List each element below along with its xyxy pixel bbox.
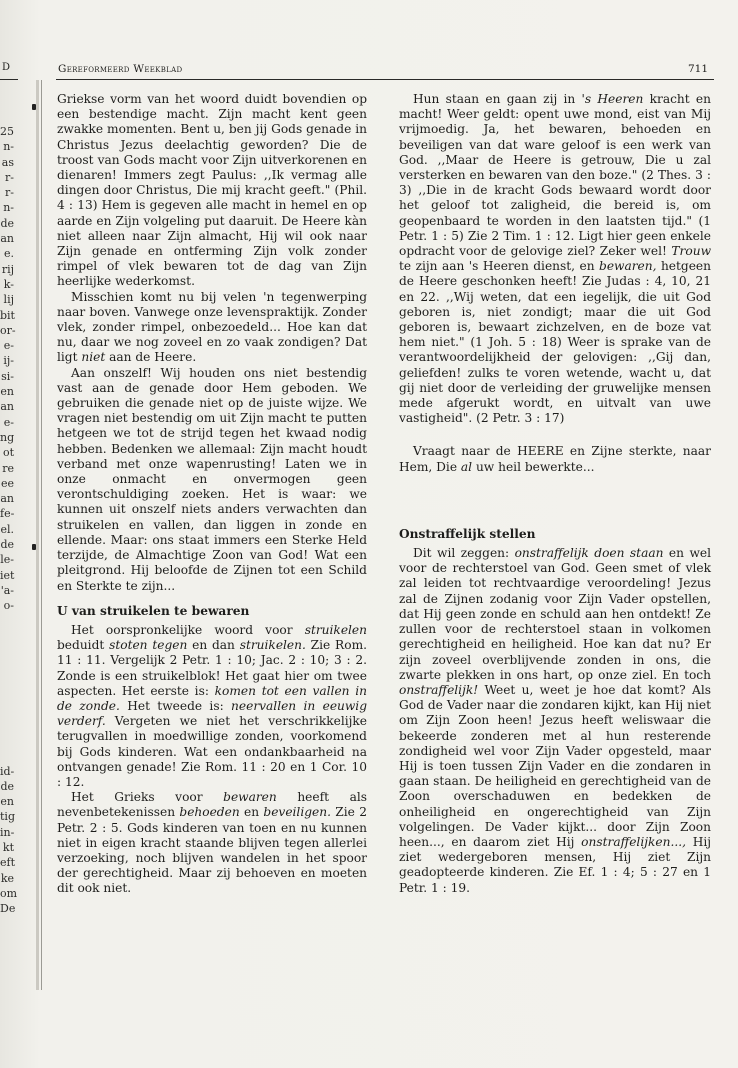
previous-page-fragment: o- [3, 599, 14, 613]
previous-page-fragment: de [0, 538, 14, 552]
paragraph: Vraagt naar de HEERE en Zijne sterkte, naar Hem, Die al uw heil bewerkte... [399, 444, 711, 474]
previous-page-fragment: rij [1, 262, 14, 276]
previous-page-fragment: k- [3, 277, 14, 291]
column-left [57, 92, 367, 897]
previous-page-column-fragment [0, 84, 18, 989]
header-rule [56, 79, 714, 80]
paragraph: Griekse vorm van het woord duidt bovendien op een bestendige macht. Zijn macht kent geen zwakke momenten. Bent u, ben jij Gods genade in Christus Jezus deelachtig geworden? Die de troost van Gods macht voor Zijn uitverkorenen en dienaren! Immers zegt Paulus: ,,Ik vermag alle dingen door Christus, Die mij kracht geeft." (Phil. 4 : 13) Hem is gegeven alle macht in hemel en op aarde en Zijn volgeling put daaruit. De Heere kàn niet alleen naar Zijn almacht, Hij wil ook naar Zijn genade en ontferming Zijn volk zonder rimpel of vlek bewaren tot de dag van Zijn heerlijke wederkomst. [57, 92, 367, 289]
column-right [399, 92, 711, 896]
publication-title: Gereformeerd Weekblad [58, 63, 183, 75]
margin-mark [32, 104, 36, 110]
previous-page-rule [0, 79, 18, 80]
previous-page-fragment: ot [2, 446, 14, 460]
section-heading: U van struikelen te bewaren [57, 603, 250, 618]
previous-page-fragment: lij [3, 293, 14, 307]
previous-page-fragment: r- [5, 170, 14, 184]
previous-page-fragment: as [1, 155, 14, 169]
previous-page-fragment: 25 [0, 125, 14, 138]
previous-page-fragment: el. [0, 522, 14, 536]
previous-page-fragment: fe- [0, 507, 15, 521]
paragraph: Dit wil zeggen: onstraffelijk doen staan en wel voor de rechterstoel van God. Geen smet of vlek zal leiden tot rechtvaardige veroordeling! Jezus zal de Zijnen zodanig voor Zijn Vader opstellen, dat Hij geen zonde en schuld aan hen ontdekt! Ze zullen voor de rechterstoel staan in volkomen gerechtigheid en heiligheid. Hoe kan dat nu? Er zijn zoveel overblijvende zonden in ons, die zwarte plekken in ons hart, op onze ziel. En toch onstraffelijk! Weet u, weet je hoe dat komt? Als God de Vader naar die zondaren kijkt, kan Hij niet om Zijn Zoon heen! Jezus heeft weliswaar die bekeerde zonderen met al hun resterende zondigheid wel voor Zijn Vader opgesteld, maar Hij is toen tussen Zijn Vader en die zondaren in gaan staan. De heiligheid en gerechtigheid van de Zoon overschaduwen en bedekken de onheiligheid en ongerechtigheid van Zijn volgelingen. De Vader kijkt... door Zijn Zoon heen..., en daarom ziet Hij onstraffelijken..., Hij ziet wedergeboren mensen, Hij ziet Zijn geadopteerde kinderen. Zie Ef. 1 : 4; 5 : 27 en 1 Petr. 1 : 19. [399, 546, 711, 895]
previous-page-fragment: de [0, 779, 14, 793]
margin-mark [32, 544, 36, 550]
previous-page-fragment: bit [0, 308, 15, 322]
spacer [399, 426, 711, 444]
previous-page-fragment: le- [0, 553, 14, 567]
previous-page-header: D [2, 62, 11, 73]
previous-page-fragment: ij- [3, 354, 14, 368]
previous-page-fragment: si- [1, 369, 14, 383]
previous-page-fragment: n- [3, 201, 14, 215]
previous-page-fragment: r- [5, 186, 14, 200]
previous-page-fragment: an [0, 492, 14, 506]
previous-page-fragment: ke [0, 871, 14, 885]
previous-page-fragment: De [0, 902, 16, 916]
previous-page-fragment: en [0, 795, 14, 809]
section-heading: Onstraffelijk stellen [399, 526, 536, 541]
previous-page-fragment: an [0, 232, 14, 246]
page-gutter-shadow [36, 80, 39, 990]
previous-page-fragment: n- [3, 140, 14, 154]
page-gutter-line [41, 80, 42, 990]
previous-page-fragment: de [0, 216, 14, 230]
previous-page-fragment: in- [0, 825, 15, 839]
paragraph: Hun staan en gaan zij in 's Heeren kracht en macht! Weer geldt: opent uwe mond, eist van Mij vrijmoedig. Ja, het bewaren, behoeden en beveiligen van dat ware geloof is een werk van God. ,,Maar de Heere is getrouw, Die u zal versterken en bewaren van den boze." (2 Thes. 3 : 3) ,,Die in de kracht Gods bewaard wordt door het geloof tot zaligheid, die bereid is, om geopenbaard te worden in den laatsten tijd." (1 Petr. 1 : 5) Zie 2 Tim. 1 : 12. Ligt hier geen enkele opdracht voor de gelovige ziel? Zeker wel! Trouw te zijn aan 's Heeren dienst, en bewaren, hetgeen de Heere geschonken heeft! Zie Judas : 4, 10, 21 en 22. ,,Wij weten, dat een iegelijk, die uit God geboren is, niet zondigt; maar die uit God geboren is, bewaart zichzelven, en de boze vat hem niet." (1 Joh. 5 : 18) Weer is sprake van de verantwoordelijkheid der gelovigen: ,,Gij dan, geliefden! zulks te voren wetende, wacht u, dat gij niet door de verleiding der gruwelijke mensen mede afgerukt wordt, en uitvalt van uwe vastigheid". (2 Petr. 3 : 17) [399, 92, 711, 426]
previous-page-fragment: e- [3, 339, 14, 353]
spacer [399, 475, 711, 517]
previous-page-fragment: kt [2, 840, 14, 854]
paragraph: Aan onszelf! Wij houden ons niet bestendig vast aan de genade door Hem geboden. We gebruiken die genade niet op de juiste wijze. We vragen niet bestendig om uit Zijn macht te putten hetgeen we tot de strijd tegen het kwaad nodig hebben. Bedenken we allemaal: Zijn macht houdt verband met onze wapenrusting! Laten we in onze onmacht en onvermogen geen verontschuldiging zoeken. Het is waar: we kunnen uit onszelf niets anders verwachten dan struikelen en vallen, dan liggen in zonde en ellende. Maar: ons staat immers een Sterke Held terzijde, de Almachtige Zoon van God! Wat een pleitgrond. Hij beloofde de Zijnen tot een Schild en Sterkte te zijn... [57, 365, 367, 593]
paragraph: Misschien komt nu bij velen 'n tegenwerping naar boven. Vanwege onze levenspraktijk. Zonder vlek, zonder rimpel, onbezoedeld... Hoe kan dat nu, daar we nog zoveel en zo vaak zondigen? Dat ligt niet aan de Heere. [57, 289, 367, 365]
previous-page-fragment: iet [0, 568, 15, 582]
previous-page-fragment: e. [3, 247, 14, 261]
previous-page-fragment: e- [3, 415, 14, 429]
previous-page-fragment: id- [0, 764, 15, 778]
previous-page-fragment: en [0, 385, 14, 399]
paragraph: Het Grieks voor bewaren heeft als nevenbetekenissen behoeden en beveiligen. Zie 2 Petr. 2 : 5. Gods kinderen van toen en nu kunnen niet in eigen kracht staande blijven tegen allerlei verzoeking, noch blijven wandelen in het spoor der gerechtigheid. Maar zij behoeven en moeten dit ook niet. [57, 790, 367, 896]
previous-page-fragment: eft [0, 856, 16, 870]
previous-page-fragment: or- [0, 323, 16, 337]
previous-page-fragment: ee [0, 476, 14, 490]
previous-page-fragment: 'a- [0, 583, 14, 597]
previous-page-fragment: tig [0, 810, 15, 824]
previous-page-fragment: re [2, 461, 14, 475]
previous-page-fragment: ng [0, 430, 15, 444]
previous-page-fragment: om [0, 886, 18, 900]
page-number: 711 [687, 63, 708, 75]
previous-page-fragment: an [0, 400, 14, 414]
paragraph: Het oorspronkelijke woord voor struikelen beduidt stoten tegen en dan struikelen. Zie Rom. 11 : 11. Vergelijk 2 Petr. 1 : 10; Jac. 2 : 10; 3 : 2. Zonde is een struikelblok! Het gaat hier om twee aspecten. Het eerste is: komen tot een vallen in de zonde. Het tweede is: neervallen in eeuwig verderf. Vergeten we niet het verschrikkelijke terugvallen in moedwillige zonden, voorkomend bij Gods kinderen. Wat een ondankbaarheid na ontvangen genade! Zie Rom. 11 : 20 en 1 Cor. 10 : 12. [57, 622, 368, 789]
